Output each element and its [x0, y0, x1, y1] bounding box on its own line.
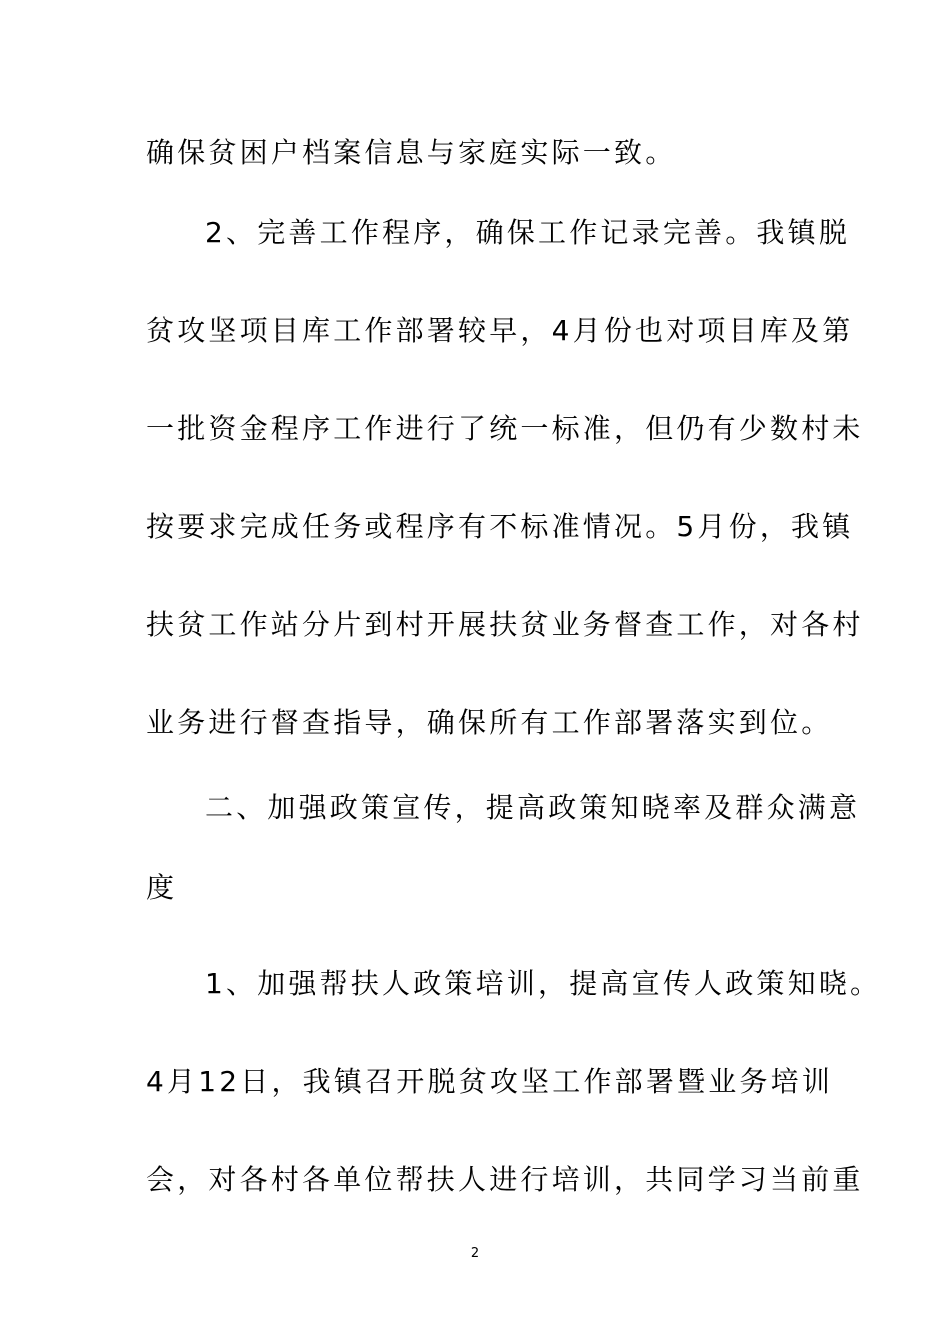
body-line-3: 贫攻坚项目库工作部署较早，4月份也对项目库及第	[146, 314, 854, 347]
page-number: 2	[470, 1246, 480, 1261]
body-line-2: 2、完善工作程序，确保工作记录完善。我镇脱	[205, 216, 851, 249]
section-heading-line-1: 二、加强政策宣传，提高政策知晓率及群众满意	[205, 791, 861, 824]
section-heading-line-2: 度	[146, 871, 178, 904]
body-line-10: 1、加强帮扶人政策培训，提高宣传人政策知晓。	[205, 967, 882, 1000]
body-line-7: 业务进行督查指导，确保所有工作部署落实到位。	[146, 706, 833, 739]
body-line-11: 4月12日，我镇召开脱贫攻坚工作部署暨业务培训	[146, 1065, 834, 1098]
body-line-5: 按要求完成任务或程序有不标准情况。5月份，我镇	[146, 510, 854, 543]
body-line-12: 会，对各村各单位帮扶人进行培训，共同学习当前重	[146, 1163, 864, 1196]
body-line-1: 确保贫困户档案信息与家庭实际一致。	[146, 136, 677, 169]
body-line-6: 扶贫工作站分片到村开展扶贫业务督查工作，对各村	[146, 608, 864, 641]
body-line-4: 一批资金程序工作进行了统一标准，但仍有少数村未	[146, 412, 864, 445]
